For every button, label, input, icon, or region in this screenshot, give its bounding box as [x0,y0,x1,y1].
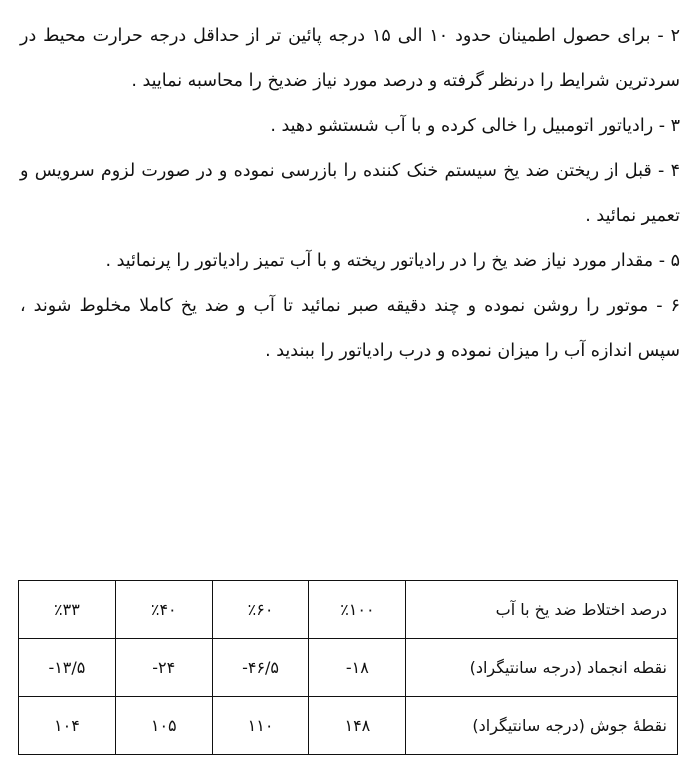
table-cell: -۲۴ [115,639,212,697]
table-cell: -۱۸ [309,639,406,697]
table-cell: ۱۴۸ [309,697,406,755]
table-row-mix-percent [19,581,678,639]
table-cell: ٪۶۰ [212,581,309,639]
table-cell: ۱۰۵ [115,697,212,755]
table-row-freezing-point [19,639,678,697]
step-2: ۲ - برای حصول اطمینان حدود ۱۰ الی ۱۵ درجه پائین تر از حداقل درجه حرارت محیط در سردترین شرایط را درنظر گرفته و درصد مورد نیاز ضدیخ را محاسبه نمایید . [20,26,680,91]
table-cell: ۱۱۰ [212,697,309,755]
step-4: ۴ - قبل از ریختن ضد یخ سیستم خنک کننده را بازرسی نموده و در صورت لزوم سرویس و تعمیر نمائید . [20,161,680,226]
antifreeze-table [18,580,678,755]
step-5: ۵ - مقدار مورد نیاز ضد یخ را در رادیاتور ریخته و با آب تمیز رادیاتور را پرنمائید . [105,251,680,271]
row-label-boiling-point: نقطهٔ جوش (درجه سانتیگراد) [406,697,678,755]
table-cell: ٪۱۰۰ [309,581,406,639]
table-cell: ٪۳۳ [19,581,116,639]
table-cell: ۱۰۴ [19,697,116,755]
instruction-steps [20,14,680,374]
table-row-boiling-point [19,697,678,755]
step-6: ۶ - موتور را روشن نموده و چند دقیقه صبر نمائید تا آب و ضد یخ کاملا مخلوط شوند ، سپس اندازه آب را میزان نموده و درب رادیاتور را ببندید . [20,296,680,361]
table-cell: -۱۳/۵ [19,639,116,697]
step-3: ۳ - رادیاتور اتومبیل را خالی کرده و با آب شستشو دهید . [270,116,680,136]
row-label-mix-percent: درصد اختلاط ضد یخ با آب [406,581,678,639]
table-cell: ٪۴۰ [115,581,212,639]
row-label-freezing-point: نقطه انجماد (درجه سانتیگراد) [406,639,678,697]
table-cell: -۴۶/۵ [212,639,309,697]
